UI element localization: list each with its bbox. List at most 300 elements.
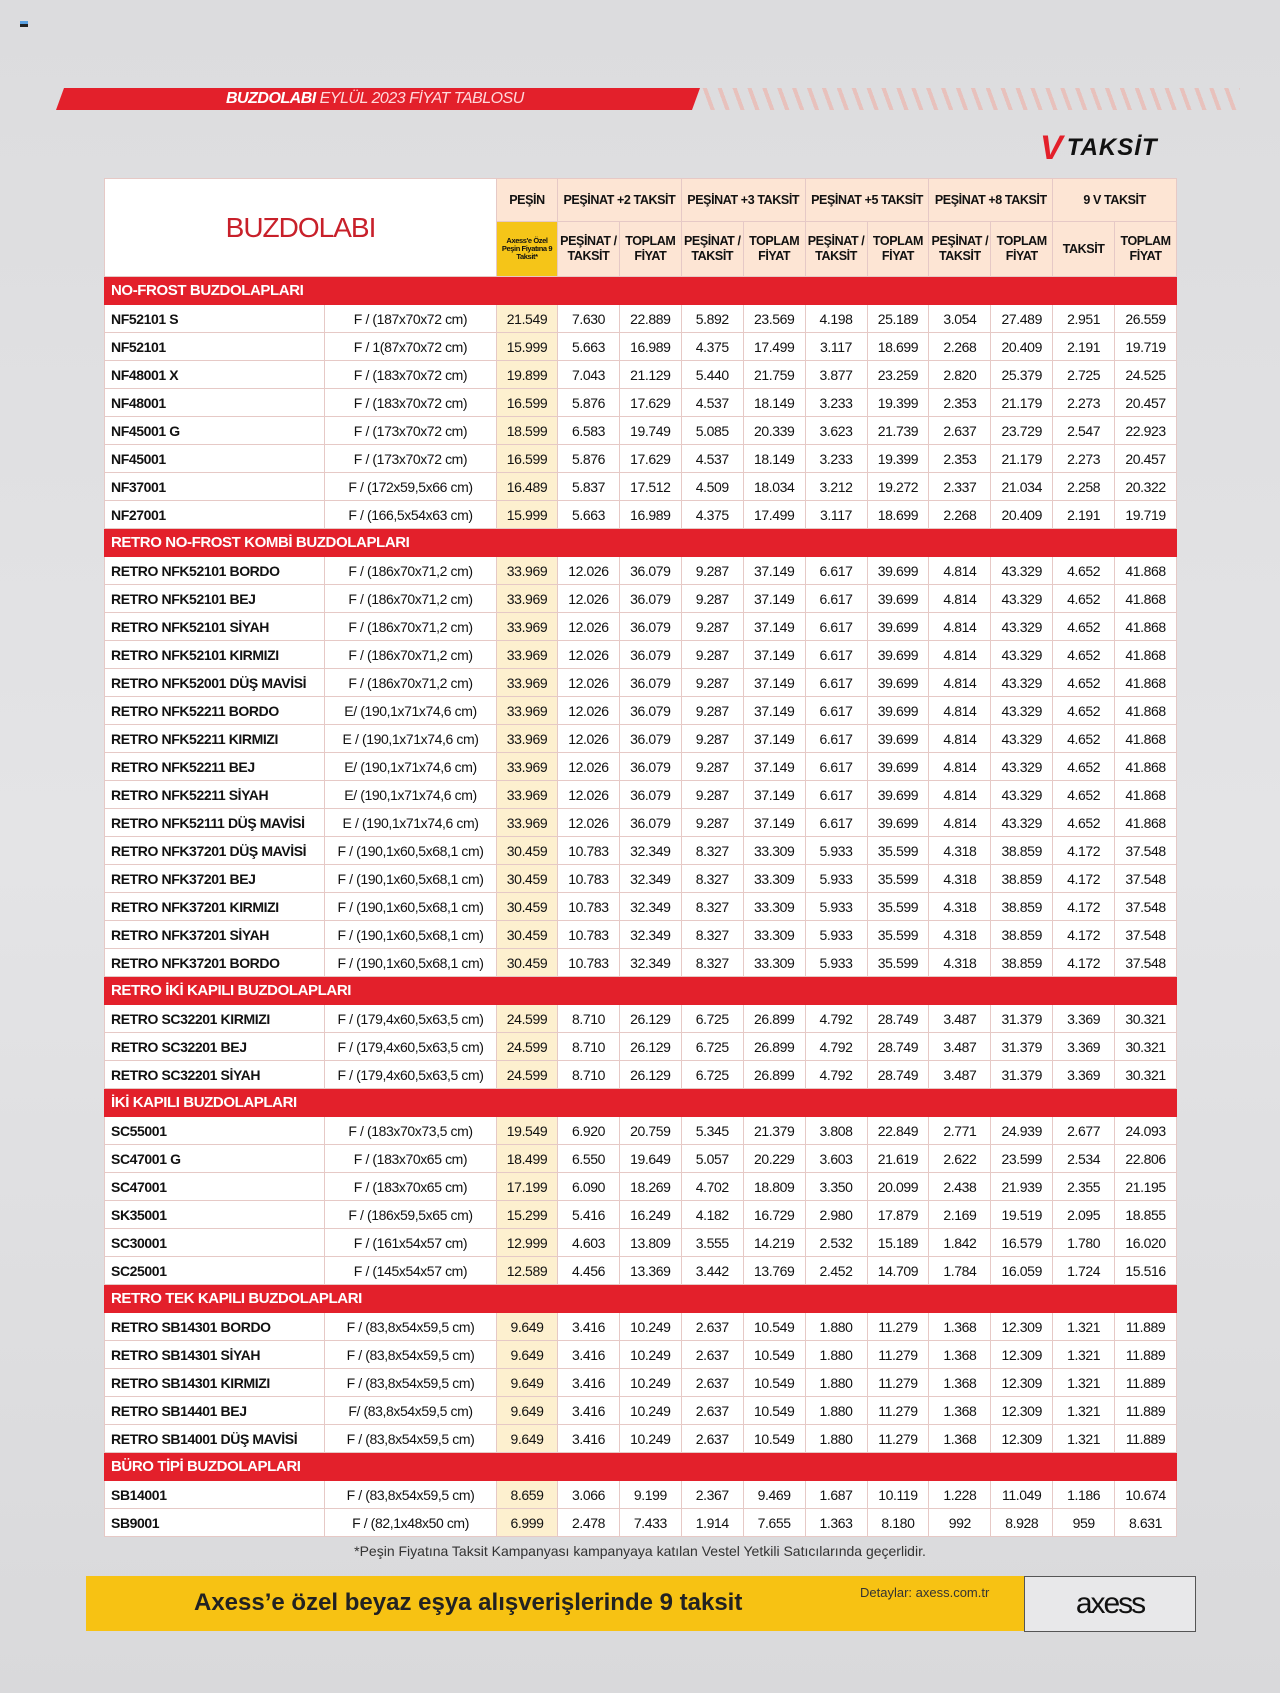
table-row xyxy=(105,445,1177,473)
table-row xyxy=(105,585,1177,613)
table-row xyxy=(105,1229,1177,1257)
price-cell: 3.416 xyxy=(558,1397,620,1425)
price-cell: 992 xyxy=(929,1509,991,1537)
price-cell: 18.149 xyxy=(743,389,805,417)
product-dimensions: F / (82,1x48x50 cm) xyxy=(325,1509,497,1537)
price-cell: 13.769 xyxy=(743,1257,805,1285)
price-cell: 2.191 xyxy=(1053,501,1115,529)
price-cell: 6.617 xyxy=(805,557,867,585)
price-cell: 36.079 xyxy=(619,669,681,697)
price-cell: 2.478 xyxy=(558,1509,620,1537)
price-cell: 37.149 xyxy=(743,613,805,641)
price-cell: 11.889 xyxy=(1115,1425,1177,1453)
price-cell: 41.868 xyxy=(1115,781,1177,809)
price-cell: 10.549 xyxy=(743,1369,805,1397)
price-cell: 43.329 xyxy=(991,753,1053,781)
pesin-price: 12.999 xyxy=(497,1229,558,1257)
product-dimensions: F / (183x70x72 cm) xyxy=(325,361,497,389)
pesin-price: 21.549 xyxy=(497,305,558,333)
product-name: RETRO SB14301 BORDO xyxy=(105,1313,325,1341)
price-cell: 10.249 xyxy=(619,1425,681,1453)
price-cell: 11.279 xyxy=(867,1397,929,1425)
price-cell: 3.369 xyxy=(1053,1061,1115,1089)
price-cell: 24.093 xyxy=(1115,1117,1177,1145)
price-cell: 41.868 xyxy=(1115,557,1177,585)
price-cell: 19.272 xyxy=(867,473,929,501)
price-cell: 4.375 xyxy=(681,501,743,529)
price-cell: 2.637 xyxy=(681,1313,743,1341)
price-cell: 2.452 xyxy=(805,1257,867,1285)
title-rest: EYLÜL 2023 FİYAT TABLOSU xyxy=(319,90,524,107)
price-cell: 41.868 xyxy=(1115,809,1177,837)
table-row xyxy=(105,1145,1177,1173)
price-cell: 43.329 xyxy=(991,613,1053,641)
price-cell: 12.309 xyxy=(991,1425,1053,1453)
product-dimensions: E/ (190,1x71x74,6 cm) xyxy=(325,781,497,809)
price-cell: 9.287 xyxy=(681,781,743,809)
logo-text: TAKSİT xyxy=(1066,134,1158,161)
price-cell: 6.617 xyxy=(805,781,867,809)
axess-logo: axess xyxy=(1024,1576,1196,1632)
price-cell: 21.619 xyxy=(867,1145,929,1173)
price-cell: 4.318 xyxy=(929,949,991,977)
pesin-price: 12.589 xyxy=(497,1257,558,1285)
product-dimensions: F / (161x54x57 cm) xyxy=(325,1229,497,1257)
col-group: PEŞİNAT +3 TAKSİT xyxy=(681,179,805,222)
price-cell: 16.579 xyxy=(991,1229,1053,1257)
price-cell: 3.487 xyxy=(929,1061,991,1089)
price-cell: 21.195 xyxy=(1115,1173,1177,1201)
price-cell: 4.792 xyxy=(805,1061,867,1089)
product-name: RETRO SB14401 BEJ xyxy=(105,1397,325,1425)
pesin-price: 16.599 xyxy=(497,389,558,417)
price-cell: 9.199 xyxy=(619,1481,681,1509)
price-cell: 6.617 xyxy=(805,613,867,641)
price-cell: 1.321 xyxy=(1053,1425,1115,1453)
price-cell: 3.416 xyxy=(558,1425,620,1453)
product-dimensions: F / (83,8x54x59,5 cm) xyxy=(325,1313,497,1341)
price-cell: 3.555 xyxy=(681,1229,743,1257)
product-name: RETRO NFK52101 KIRMIZI xyxy=(105,641,325,669)
price-cell: 20.759 xyxy=(619,1117,681,1145)
product-name: RETRO NFK52211 SİYAH xyxy=(105,781,325,809)
price-cell: 12.026 xyxy=(558,753,620,781)
product-name: NF52101 S xyxy=(105,305,325,333)
price-cell: 5.663 xyxy=(558,333,620,361)
table-row xyxy=(105,809,1177,837)
price-cell: 1.880 xyxy=(805,1313,867,1341)
price-cell: 32.349 xyxy=(619,837,681,865)
price-cell: 43.329 xyxy=(991,781,1053,809)
pesin-price: 33.969 xyxy=(497,669,558,697)
price-cell: 16.989 xyxy=(619,501,681,529)
price-cell: 6.920 xyxy=(558,1117,620,1145)
price-cell: 6.617 xyxy=(805,585,867,613)
product-name: RETRO SC32201 BEJ xyxy=(105,1033,325,1061)
price-cell: 24.525 xyxy=(1115,361,1177,389)
product-name: RETRO NFK52111 DÜŞ MAVİSİ xyxy=(105,809,325,837)
price-cell: 3.369 xyxy=(1053,1033,1115,1061)
product-dimensions: F / (173x70x72 cm) xyxy=(325,445,497,473)
price-cell: 10.783 xyxy=(558,837,620,865)
product-name: NF52101 xyxy=(105,333,325,361)
product-dimensions: F / (183x70x73,5 cm) xyxy=(325,1117,497,1145)
pesin-price: 30.459 xyxy=(497,921,558,949)
price-cell: 28.749 xyxy=(867,1033,929,1061)
price-cell: 17.629 xyxy=(619,445,681,473)
section-header xyxy=(105,1089,1177,1117)
pesin-price: 33.969 xyxy=(497,557,558,585)
product-dimensions: F/ (83,8x54x59,5 cm) xyxy=(325,1397,497,1425)
product-dimensions: F / (83,8x54x59,5 cm) xyxy=(325,1341,497,1369)
price-cell: 31.379 xyxy=(991,1005,1053,1033)
col-group: 9 V TAKSİT xyxy=(1053,179,1177,222)
col-sub-header: TOPLAM FİYAT xyxy=(991,222,1053,277)
product-dimensions: F / (186x70x71,2 cm) xyxy=(325,613,497,641)
price-cell: 3.416 xyxy=(558,1313,620,1341)
product-dimensions: E/ (190,1x71x74,6 cm) xyxy=(325,753,497,781)
price-cell: 1.880 xyxy=(805,1425,867,1453)
price-cell: 20.457 xyxy=(1115,389,1177,417)
price-cell: 2.095 xyxy=(1053,1201,1115,1229)
axess-banner xyxy=(86,1576,1024,1631)
price-cell: 4.509 xyxy=(681,473,743,501)
price-cell: 17.879 xyxy=(867,1201,929,1229)
price-cell: 10.783 xyxy=(558,865,620,893)
col-sub-header: TAKSİT xyxy=(1053,222,1115,277)
price-cell: 1.186 xyxy=(1053,1481,1115,1509)
price-cell: 3.623 xyxy=(805,417,867,445)
pesin-price: 30.459 xyxy=(497,837,558,865)
pesin-price: 9.649 xyxy=(497,1369,558,1397)
price-cell: 41.868 xyxy=(1115,753,1177,781)
price-cell: 20.339 xyxy=(743,417,805,445)
price-cell: 37.149 xyxy=(743,557,805,585)
price-cell: 17.629 xyxy=(619,389,681,417)
product-name: SC55001 xyxy=(105,1117,325,1145)
table-row xyxy=(105,1117,1177,1145)
product-name: SK35001 xyxy=(105,1201,325,1229)
price-cell: 19.649 xyxy=(619,1145,681,1173)
price-cell: 3.212 xyxy=(805,473,867,501)
price-cell: 20.099 xyxy=(867,1173,929,1201)
price-cell: 8.631 xyxy=(1115,1509,1177,1537)
product-name: RETRO SB14301 SİYAH xyxy=(105,1341,325,1369)
price-cell: 4.537 xyxy=(681,445,743,473)
price-cell: 2.191 xyxy=(1053,333,1115,361)
price-cell: 4.172 xyxy=(1053,893,1115,921)
price-cell: 23.729 xyxy=(991,417,1053,445)
price-cell: 15.516 xyxy=(1115,1257,1177,1285)
price-cell: 2.337 xyxy=(929,473,991,501)
price-cell: 12.309 xyxy=(991,1397,1053,1425)
pesin-price: 9.649 xyxy=(497,1397,558,1425)
price-cell: 1.880 xyxy=(805,1341,867,1369)
price-cell: 5.345 xyxy=(681,1117,743,1145)
price-cell: 37.149 xyxy=(743,781,805,809)
table-row xyxy=(105,557,1177,585)
price-cell: 37.149 xyxy=(743,669,805,697)
price-cell: 21.759 xyxy=(743,361,805,389)
product-dimensions: F / (183x70x72 cm) xyxy=(325,389,497,417)
price-cell: 18.699 xyxy=(867,333,929,361)
price-cell: 21.379 xyxy=(743,1117,805,1145)
table-row xyxy=(105,333,1177,361)
price-cell: 33.309 xyxy=(743,949,805,977)
price-cell: 21.034 xyxy=(991,473,1053,501)
section-header xyxy=(105,277,1177,305)
price-cell: 1.842 xyxy=(929,1229,991,1257)
product-dimensions: F / (186x70x71,2 cm) xyxy=(325,557,497,585)
price-cell: 36.079 xyxy=(619,781,681,809)
price-cell: 6.617 xyxy=(805,725,867,753)
col-group: PEŞİNAT +5 TAKSİT xyxy=(805,179,929,222)
price-cell: 26.559 xyxy=(1115,305,1177,333)
product-dimensions: F / (190,1x60,5x68,1 cm) xyxy=(325,893,497,921)
price-cell: 5.933 xyxy=(805,949,867,977)
price-cell: 4.652 xyxy=(1053,809,1115,837)
price-cell: 43.329 xyxy=(991,725,1053,753)
price-cell: 39.699 xyxy=(867,613,929,641)
price-cell: 9.287 xyxy=(681,641,743,669)
price-cell: 4.702 xyxy=(681,1173,743,1201)
product-name: RETRO NFK37201 BORDO xyxy=(105,949,325,977)
section-title: RETRO İKİ KAPILI BUZDOLAPLARI xyxy=(105,977,1177,1005)
price-cell: 2.547 xyxy=(1053,417,1115,445)
price-cell: 12.026 xyxy=(558,613,620,641)
product-name: SB9001 xyxy=(105,1509,325,1537)
price-cell: 35.599 xyxy=(867,949,929,977)
product-name: RETRO SB14001 DÜŞ MAVİSİ xyxy=(105,1425,325,1453)
price-cell: 37.149 xyxy=(743,697,805,725)
price-cell: 4.652 xyxy=(1053,557,1115,585)
pesin-price: 6.999 xyxy=(497,1509,558,1537)
product-dimensions: F / (186x70x71,2 cm) xyxy=(325,669,497,697)
table-row xyxy=(105,473,1177,501)
price-cell: 18.855 xyxy=(1115,1201,1177,1229)
price-cell: 11.889 xyxy=(1115,1341,1177,1369)
price-cell: 37.149 xyxy=(743,809,805,837)
table-row xyxy=(105,1005,1177,1033)
price-table xyxy=(104,178,1177,1537)
product-name: SC30001 xyxy=(105,1229,325,1257)
price-cell: 3.117 xyxy=(805,333,867,361)
product-dimensions: F / (179,4x60,5x63,5 cm) xyxy=(325,1005,497,1033)
price-cell: 39.699 xyxy=(867,697,929,725)
price-cell: 4.652 xyxy=(1053,613,1115,641)
price-cell: 4.652 xyxy=(1053,669,1115,697)
price-cell: 1.368 xyxy=(929,1397,991,1425)
price-cell: 22.889 xyxy=(619,305,681,333)
price-cell: 26.899 xyxy=(743,1061,805,1089)
price-cell: 12.309 xyxy=(991,1341,1053,1369)
price-cell: 1.368 xyxy=(929,1369,991,1397)
price-cell: 9.287 xyxy=(681,613,743,641)
price-cell: 10.783 xyxy=(558,921,620,949)
price-cell: 10.783 xyxy=(558,949,620,977)
product-name: SC47001 G xyxy=(105,1145,325,1173)
price-cell: 6.617 xyxy=(805,669,867,697)
price-cell: 3.487 xyxy=(929,1033,991,1061)
price-cell: 37.149 xyxy=(743,641,805,669)
price-cell: 1.368 xyxy=(929,1313,991,1341)
price-cell: 2.677 xyxy=(1053,1117,1115,1145)
price-cell: 12.026 xyxy=(558,697,620,725)
price-cell: 41.868 xyxy=(1115,725,1177,753)
pesin-price: 16.489 xyxy=(497,473,558,501)
product-dimensions: F / (187x70x72 cm) xyxy=(325,305,497,333)
pesin-price: 24.599 xyxy=(497,1033,558,1061)
price-cell: 41.868 xyxy=(1115,613,1177,641)
section-title: RETRO NO-FROST KOMBİ BUZDOLAPLARI xyxy=(105,529,1177,557)
pesin-price: 9.649 xyxy=(497,1313,558,1341)
price-cell: 20.322 xyxy=(1115,473,1177,501)
price-cell: 36.079 xyxy=(619,809,681,837)
price-cell: 12.026 xyxy=(558,669,620,697)
table-row xyxy=(105,949,1177,977)
price-cell: 4.172 xyxy=(1053,837,1115,865)
table-row xyxy=(105,1425,1177,1453)
axess-note: Axess'e Özel Peşin Fiyatına 9 Taksit* xyxy=(497,222,558,277)
price-cell: 2.622 xyxy=(929,1145,991,1173)
product-name: NF48001 xyxy=(105,389,325,417)
price-cell: 37.548 xyxy=(1115,865,1177,893)
price-cell: 32.349 xyxy=(619,893,681,921)
product-name: RETRO NFK52001 DÜŞ MAVİSİ xyxy=(105,669,325,697)
section-title: NO-FROST BUZDOLAPLARI xyxy=(105,277,1177,305)
price-cell: 37.548 xyxy=(1115,893,1177,921)
price-cell: 2.268 xyxy=(929,501,991,529)
price-cell: 5.057 xyxy=(681,1145,743,1173)
price-cell: 30.321 xyxy=(1115,1005,1177,1033)
price-cell: 2.258 xyxy=(1053,473,1115,501)
price-cell: 6.550 xyxy=(558,1145,620,1173)
table-row xyxy=(105,669,1177,697)
price-cell: 4.652 xyxy=(1053,641,1115,669)
table-row xyxy=(105,1201,1177,1229)
price-cell: 16.059 xyxy=(991,1257,1053,1285)
product-dimensions: F / (190,1x60,5x68,1 cm) xyxy=(325,921,497,949)
product-name: SC25001 xyxy=(105,1257,325,1285)
price-cell: 2.268 xyxy=(929,333,991,361)
price-cell: 33.309 xyxy=(743,893,805,921)
product-dimensions: F / (179,4x60,5x63,5 cm) xyxy=(325,1033,497,1061)
price-cell: 4.814 xyxy=(929,641,991,669)
price-cell: 2.637 xyxy=(681,1397,743,1425)
price-cell: 5.440 xyxy=(681,361,743,389)
price-cell: 41.868 xyxy=(1115,697,1177,725)
price-cell: 5.663 xyxy=(558,501,620,529)
pesin-price: 33.969 xyxy=(497,753,558,781)
price-cell: 3.416 xyxy=(558,1341,620,1369)
product-name: RETRO NFK52101 BEJ xyxy=(105,585,325,613)
price-cell: 36.079 xyxy=(619,557,681,585)
price-cell: 6.583 xyxy=(558,417,620,445)
price-cell: 2.353 xyxy=(929,389,991,417)
price-cell: 5.933 xyxy=(805,921,867,949)
price-cell: 2.353 xyxy=(929,445,991,473)
price-cell: 9.287 xyxy=(681,809,743,837)
price-cell: 28.749 xyxy=(867,1061,929,1089)
price-cell: 3.233 xyxy=(805,445,867,473)
price-cell: 4.814 xyxy=(929,809,991,837)
price-cell: 26.899 xyxy=(743,1033,805,1061)
price-cell: 37.149 xyxy=(743,585,805,613)
pesin-price: 15.999 xyxy=(497,501,558,529)
price-cell: 14.709 xyxy=(867,1257,929,1285)
price-cell: 12.026 xyxy=(558,585,620,613)
price-cell: 3.066 xyxy=(558,1481,620,1509)
price-cell: 39.699 xyxy=(867,809,929,837)
price-cell: 3.442 xyxy=(681,1257,743,1285)
price-cell: 1.368 xyxy=(929,1425,991,1453)
table-row xyxy=(105,1313,1177,1341)
v-taksit-logo xyxy=(1040,128,1158,167)
price-cell: 5.876 xyxy=(558,389,620,417)
price-cell: 2.637 xyxy=(681,1425,743,1453)
price-cell: 5.892 xyxy=(681,305,743,333)
price-cell: 27.489 xyxy=(991,305,1053,333)
price-cell: 4.198 xyxy=(805,305,867,333)
product-dimensions: F / (190,1x60,5x68,1 cm) xyxy=(325,837,497,865)
price-cell: 1.880 xyxy=(805,1369,867,1397)
price-cell: 2.169 xyxy=(929,1201,991,1229)
product-dimensions: F / (145x54x57 cm) xyxy=(325,1257,497,1285)
price-cell: 36.079 xyxy=(619,585,681,613)
price-cell: 6.725 xyxy=(681,1061,743,1089)
pesin-price: 9.649 xyxy=(497,1425,558,1453)
price-cell: 21.739 xyxy=(867,417,929,445)
price-cell: 15.189 xyxy=(867,1229,929,1257)
price-cell: 43.329 xyxy=(991,585,1053,613)
banner-details-link[interactable]: Detaylar: axess.com.tr xyxy=(860,1585,990,1600)
price-cell: 1.914 xyxy=(681,1509,743,1537)
price-cell: 20.457 xyxy=(1115,445,1177,473)
price-cell: 23.599 xyxy=(991,1145,1053,1173)
price-cell: 4.537 xyxy=(681,389,743,417)
price-cell: 38.859 xyxy=(991,893,1053,921)
table-row xyxy=(105,753,1177,781)
pesin-price: 33.969 xyxy=(497,613,558,641)
price-cell: 4.814 xyxy=(929,669,991,697)
price-cell: 2.534 xyxy=(1053,1145,1115,1173)
price-cell: 7.655 xyxy=(743,1509,805,1537)
section-header xyxy=(105,1285,1177,1313)
banner-text: Axess’e özel beyaz eşya alışverişlerinde 9 taksit xyxy=(194,1589,743,1616)
price-cell: 1.687 xyxy=(805,1481,867,1509)
price-cell: 36.079 xyxy=(619,753,681,781)
logo-v: V xyxy=(1040,128,1063,167)
table-row xyxy=(105,501,1177,529)
table-row xyxy=(105,921,1177,949)
price-cell: 38.859 xyxy=(991,949,1053,977)
price-cell: 8.327 xyxy=(681,921,743,949)
price-cell: 25.189 xyxy=(867,305,929,333)
product-name: SC47001 xyxy=(105,1173,325,1201)
price-cell: 5.837 xyxy=(558,473,620,501)
price-cell: 10.249 xyxy=(619,1341,681,1369)
price-cell: 12.026 xyxy=(558,809,620,837)
product-dimensions: F / (186x70x71,2 cm) xyxy=(325,641,497,669)
pesin-price: 33.969 xyxy=(497,585,558,613)
price-cell: 3.603 xyxy=(805,1145,867,1173)
section-title: RETRO TEK KAPILI BUZDOLAPLARI xyxy=(105,1285,1177,1313)
price-cell: 4.792 xyxy=(805,1033,867,1061)
product-dimensions: E / (190,1x71x74,6 cm) xyxy=(325,809,497,837)
price-cell: 4.172 xyxy=(1053,921,1115,949)
price-cell: 5.933 xyxy=(805,865,867,893)
table-row xyxy=(105,417,1177,445)
